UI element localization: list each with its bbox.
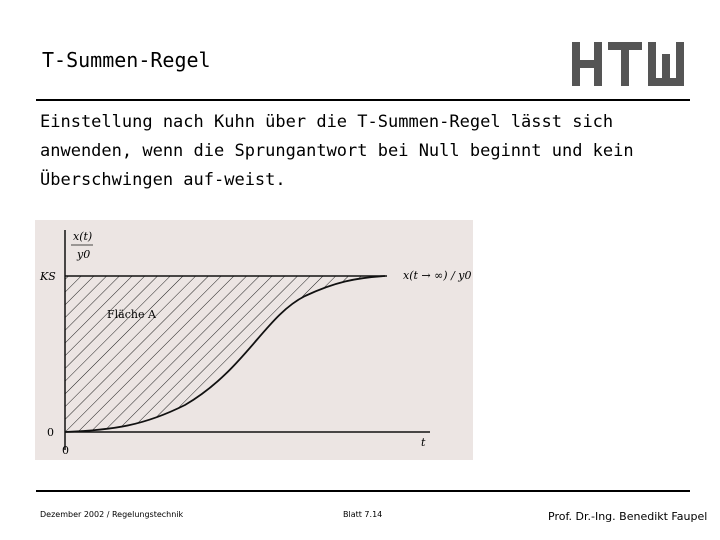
htw-logo <box>570 40 690 88</box>
y-label-top: x(t) <box>73 230 93 243</box>
area-label: Fläche A <box>107 308 156 321</box>
y-label-bottom: y0 <box>77 248 91 261</box>
slide-title: T-Summen-Regel <box>42 48 211 72</box>
footer-date-course: Dezember 2002 / Regelungstechnik <box>40 510 184 519</box>
asymptote-label: x(t → ∞) / y0 <box>403 269 472 282</box>
footer-author: Prof. Dr.-Ing. Benedikt Faupel <box>548 510 708 523</box>
footer-page-number: Blatt 7.14 <box>343 510 383 519</box>
origin-y-label: 0 <box>47 426 54 439</box>
ks-label: KS <box>40 270 56 283</box>
footer-divider <box>36 490 690 492</box>
step-response-figure <box>35 220 473 460</box>
slide-body-text: Einstellung nach Kuhn über die T-Summen-Regel lässt sich anwenden, wenn die Sprungantwort bei Null beginnt und kein Überschwingen auf-weist. <box>40 112 634 190</box>
t-axis-label: t <box>421 436 426 449</box>
header-divider <box>36 99 690 101</box>
origin-x-label: 0 <box>62 444 69 457</box>
